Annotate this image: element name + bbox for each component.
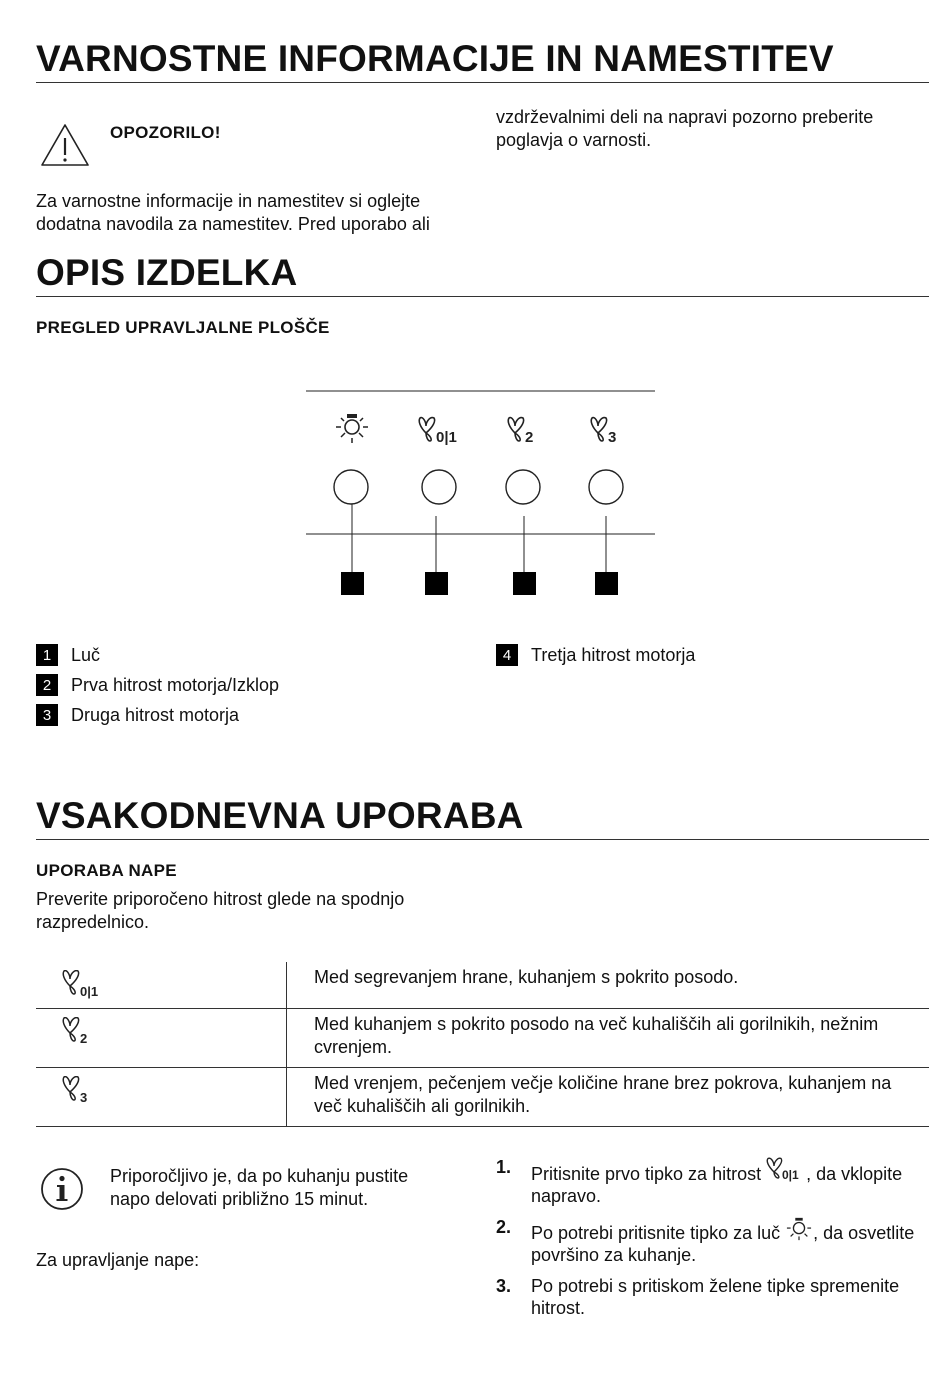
fan-speed-2-label: 2 [525,429,534,446]
fan-icon [62,1017,112,1049]
control-panel-diagram [300,380,660,610]
safety-text-left: Za varnostne informacije in namestitev si oglejte dodatna navodila za namestitev. Pred uporabo ali [36,191,430,234]
legend-number: 1 [36,644,58,666]
list-item [496,1156,916,1207]
subsection-title-panel: PREGLED UPRAVLJALNE PLOŠČE [36,318,330,337]
legend-label: Prva hitrost motorja/Izklop [71,674,280,695]
speed-2-button [506,470,540,504]
legend-label: Druga hitrost motorja [71,704,240,725]
list-item [496,1216,916,1266]
control-steps-list [496,1156,916,1328]
step-text: Po potrebi s pritiskom želene tipke spremenite hitrost. [531,1276,900,1318]
legend-number: 4 [496,644,518,666]
table-text-cell: Med segrevanjem hrane, kuhanjem s pokrito posodo. [314,967,739,987]
legend-label: Tretja hitrost motorja [531,644,696,665]
table-row [36,962,929,1008]
section-title-daily-use: VSAKODNEVNA UPORABA [36,795,524,836]
light-button [334,470,368,504]
legend-label: Luč [71,644,101,665]
fan-icon-label: 2 [80,1030,88,1046]
info-text: Priporočljivo je, da po kuhanju pustite napo delovati približno 15 minut. [110,1166,409,1209]
section-title-safety: VARNOSTNE INFORMACIJE IN NAMESTITEV [36,38,834,79]
section-divider [36,839,929,840]
table-icon-cell [36,1067,287,1126]
speed-3-button [589,470,623,504]
callout-marker-2 [425,572,448,595]
fan-speed-3-icon [591,418,616,446]
legend-item [36,674,279,696]
light-icon [785,1216,813,1242]
fan-speed-1-label: 0|1 [436,429,457,446]
fan-speed-2-icon [508,418,533,446]
subsection-title-usage: UPORABA NAPE [36,861,177,880]
speed-1-button [422,470,456,504]
legend-number: 2 [36,674,58,696]
section-divider [36,296,929,297]
fan-icon [766,1156,806,1184]
legend-item [36,704,239,726]
step-text: Pritisnite prvo tipko za hitrost 0|1 , da vklopite napravo. [531,1156,916,1207]
table-row [36,1067,929,1126]
fan-speed-1-icon [419,418,457,446]
speed-recommendation-table [36,962,929,1127]
section-divider [36,82,929,83]
control-intro-text: Za upravljanje nape: [36,1250,200,1270]
legend-item [36,644,100,666]
section-title-product: OPIS IZDELKA [36,252,298,293]
table-text-cell: Med vrenjem, pečenjem večje količine hrane brez pokrova, kuhanjem na več kuhališčih ali gorilnikih. [314,1072,892,1116]
fan-icon [62,970,112,1002]
usage-intro-text: Preverite priporočeno hitrost glede na spodnjo razpredelnico. [36,889,405,932]
fan-icon-label: 0|1 [782,1168,799,1182]
legend-number: 3 [36,704,58,726]
callout-marker-4 [595,572,618,595]
fan-icon-label: 0|1 [80,984,99,999]
warning-icon [39,122,91,168]
table-row [36,1008,929,1067]
list-item [496,1275,916,1319]
fan-icon [62,1076,112,1108]
table-icon-cell [36,1008,287,1067]
light-icon [336,414,368,443]
warning-label: OPOZORILO! [110,123,221,142]
info-icon [39,1166,85,1212]
step-number: 3. [496,1276,512,1296]
legend-item [496,644,695,666]
callout-marker-3 [513,572,536,595]
step-number: 2. [496,1217,512,1237]
fan-speed-3-label: 3 [608,429,617,446]
safety-text-right: vzdrževalnimi deli na napravi pozorno preberite poglavja o varnosti. [496,107,874,150]
table-text-cell: Med kuhanjem s pokrito posodo na več kuhališčih ali gorilnikih, nežnim cvrenjem. [314,1013,879,1057]
step-text: Po potrebi pritisnite tipko za luč , da osvetlite površino za kuhanje. [531,1216,916,1266]
table-icon-cell [36,962,287,1008]
fan-icon-label: 3 [80,1089,88,1105]
step-number: 1. [496,1157,512,1177]
callout-marker-1 [341,572,364,595]
